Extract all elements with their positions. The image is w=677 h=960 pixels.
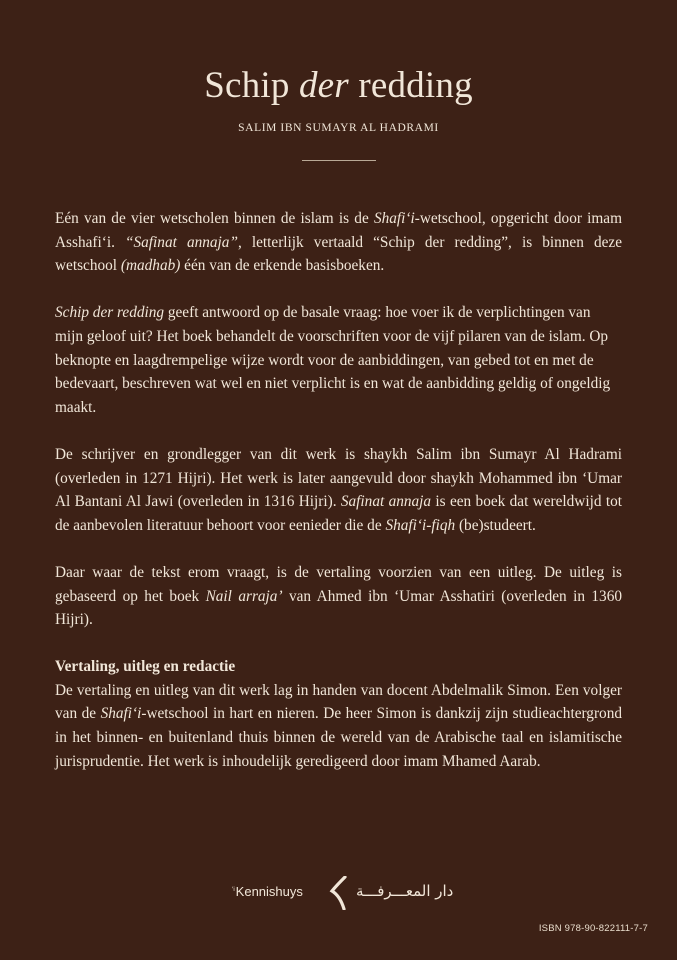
bracket-logo-icon bbox=[328, 876, 350, 910]
book-title: Schip der redding bbox=[204, 65, 473, 106]
blurb-text bbox=[55, 207, 622, 797]
isbn-number: ISBN 978-90-822111-7-7 bbox=[538, 923, 648, 934]
paragraph-author: De schrijver en grondlegger van dit werk is shaykh Salim ibn Sumayr Al Hadrami (overleden in 1271 Hijri). Het werk is later aangevuld door shaykh Mohammed ibn ‘Umar Al Bantani Al Jawi (overleden in 1316 Hijri). Safinat annaja is een boek dat wereldwijd tot de aanbevolen literatuur behoort voor eenieder die de Shafi‘i-fiqh (be)studeert. bbox=[55, 445, 622, 534]
paragraph-content: Schip der redding geeft antwoord op de basale vraag: hoe voer ik de verplichtingen van mijn geloof uit? Het boek behandelt de voorschriften voor de vijf pilaren van de islam. Op beknopte en laagdrempelige wijze wordt voor de aanbiddingen, van gebed tot en met de bedevaart, beschreven wat wel en niet verplicht is en wat de aanbidding geldig of ongeldig maakt. bbox=[55, 304, 611, 416]
paragraph-intro: Eén van de vier wetscholen binnen de islam is de Shafi‘i-wetschool, opgericht door imam Asshafi‘i. “Safinat annaja”, letterlijk vertaald “Schip der redding”, is binnen deze wetschool (madhab) één van de erkende basisboeken. bbox=[55, 210, 622, 275]
author-name: SALIM IBN SUMAYR AL HADRAMI bbox=[238, 122, 439, 134]
section-heading: Vertaling, uitleg en redactie bbox=[55, 658, 236, 676]
publisher-logos bbox=[0, 876, 677, 912]
kennishuys-logo: $^{‘i}$Kennishuys bbox=[232, 884, 303, 899]
paragraph-commentary: Daar waar de tekst erom vraagt, is de vertaling voorzien van een uitleg. De uitleg is gebaseerd op het boek Nail arraja’ van Ahmed ibn ‘Umar Asshatiri (overleden in 1360 Hijri). bbox=[55, 563, 622, 629]
paragraph-translator: De vertaling en uitleg van dit werk lag in handen van docent Abdelmalik Simon. Een volger van de Shafi‘i-wetschool in hart en nieren. De heer Simon is dankzij zijn studieachtergrond in het binnen- en buitenland thuis binnen de wereld van de Arabische taal en islamitische jurisprudentie. Het werk is inhoudelijk geredigeerd door imam Mhamed Aarab. bbox=[55, 681, 622, 770]
dar-al-marifa-logo: دار المعـــرفـــة bbox=[356, 882, 454, 900]
title-divider bbox=[302, 160, 376, 161]
